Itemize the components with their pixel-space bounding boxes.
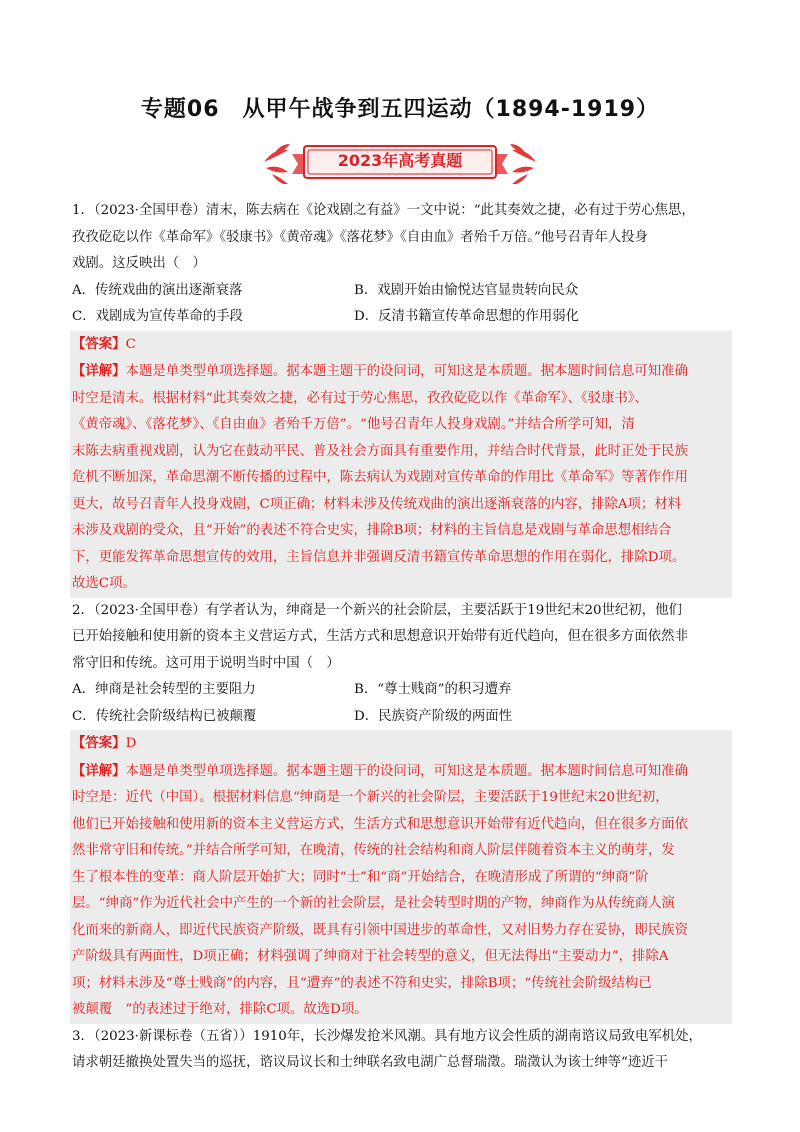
option-a: A．传统戏曲的演出逐渐衰落 (72, 282, 243, 298)
detail-text: 本题是单类型单项选择题。据本题主题干的设问词，可知这是本质题。据本题时间信息可知准确 (125, 763, 688, 779)
answer-block (70, 730, 732, 1024)
answer-line (72, 331, 732, 359)
question-stem-line: 1．（2023·全国甲卷）清末，陈去病在《论戏剧之有益》一文中说：“此其奏效之捷，必有过于劳心焦思， (72, 203, 695, 218)
detail-line: 《黄帝魂》、《落花梦》、《自由血》者殆千万倍”。“他号召青年人投身戏剧。”并结合所学可知，清 (72, 417, 635, 432)
detail-line: 时空是：近代（中国）。根据材料信息“绅商是一个新兴的社会阶层，主要活跃于19世纪末20世纪初， (72, 790, 669, 805)
detail-line: 产阶级具有两面性，D项正确；材料强调了绅商对于社会转型的意义，但无法得出“主要动力”，排除A (72, 949, 669, 964)
detail-line: 更大，故号召青年人投身戏剧，C项正确；材料未涉及传统戏曲的演出逐渐衰落的内容，排除A项；材料 (72, 496, 682, 512)
option-b: B．戏剧开始由愉悦达官显贵转向民众 (354, 282, 579, 298)
detail-line (72, 358, 732, 386)
question-3 (72, 1024, 728, 1077)
detail-line: 未涉及戏剧的受众，且“开始”的表述不符合史实，排除B项；材料的主旨信息是戏剧与革命思想相结合 (72, 523, 672, 538)
option-b: B．“尊士贱商”的积习遭弃 (354, 682, 512, 697)
question-stem-line: 戏剧。这反映出（ ） (72, 256, 206, 271)
detail-line: 生了根本性的变革：商人阶层开始扩大；同时“士”和“商”开始结合，在晚清形成了所谓的“绅商”阶 (72, 869, 649, 885)
detail-text: 本题是单类型单项选择题。据本题主题干的设问词，可知这是本质题。据本题时间信息可知准确 (125, 364, 688, 379)
options-row (72, 704, 728, 731)
option-d: D．民族资产阶级的两面性 (354, 708, 513, 724)
question-stem-line: 3．（2023·新课标卷（五省））1910年，长沙爆发抢米风潮。具有地方议会性质的湖南谘议局致电军机处， (72, 1028, 702, 1044)
question-stem-line: 已开始接触和使用新的资本主义营运方式，生活方式和思想意识开始带有近代趋向，但在很多方面依然非 (72, 629, 688, 644)
detail-line: 项；材料未涉及“尊士贱商”的内容，且“遭弃”的表述不符和史实，排除B项；“传统社会阶级结构已 (72, 975, 652, 991)
question-stem-line: 请求朝廷撤换处置失当的巡抚，谘议局议长和士绅联名致电湖广总督瑞澂。瑞澂认为该士绅等“迹近干 (72, 1055, 669, 1070)
section-banner (258, 140, 542, 184)
question-2 (72, 598, 728, 1024)
answer-block (70, 331, 732, 598)
answer-tag: 【答案】 (72, 335, 126, 352)
option-c: C．戏剧成为宣传革命的手段 (72, 309, 243, 324)
detail-line: 末陈去病重视戏剧，认为它在鼓动平民、普及社会方面具有重要作用，并结合时代背景，此时正处于民族 (72, 443, 688, 459)
detail-line: 层。“绅商”作为近代社会中产生的一个新的社会阶层，是社会转型时期的产物，绅商作为从传统商人演 (72, 896, 675, 911)
question-stem-line: 孜孜矻矻以作《革命军》《驳康书》《黄帝魂》《落花梦》《自由血》者殆千万倍。”他号召青年人投身 (72, 229, 648, 245)
option-a: A．绅商是社会转型的主要阻力 (72, 682, 256, 697)
detail-line: 故选C项。 (72, 576, 136, 591)
answer-line (72, 730, 732, 758)
option-d: D．反清书籍宣传革命思想的作用弱化 (354, 309, 579, 324)
detail-line (72, 758, 732, 786)
questions-content (72, 198, 728, 1077)
page-title: 专题06 从甲午战争到五四运动（1894-1919） (140, 97, 660, 122)
detail-tag: 【详解】 (72, 762, 126, 779)
question-1 (72, 198, 728, 598)
detail-line: 时空是清末。根据材料“此其奏效之捷，必有过于劳心焦思，孜孜矻矻以作《革命军》、《驳康书》、 (72, 390, 648, 406)
options-row (72, 677, 728, 704)
detail-line: 然非常守旧和传统。”并结合所学可知，在晚清，传统的社会结构和商人阶层伴随着资本主义的萌芽，发 (72, 843, 675, 858)
options-row (72, 278, 728, 305)
question-stem-line: 常守旧和传统。这可用于说明当时中国（ ） (72, 655, 340, 671)
detail-line: 危机不断加深，革命思潮不断传播的过程中，陈去病认为戏剧对宣传革命的作用比《革命军》等著作作用 (72, 470, 688, 485)
option-c: C．传统社会阶级结构已被颠覆 (72, 708, 257, 724)
detail-line: 被颠覆 ”的表述过于绝对，排除C项。故选D项。 (72, 1002, 368, 1017)
answer-tag: 【答案】 (72, 735, 126, 751)
banner-label: 2023年高考真题 (337, 151, 463, 170)
answer-value: C (125, 336, 136, 352)
question-stem-line: 2．（2023·全国甲卷）有学者认为，绅商是一个新兴的社会阶层，主要活跃于19世纪末20世纪初，他们 (72, 602, 682, 618)
answer-value: D (125, 736, 137, 751)
detail-line: 化而来的新商人，即近代民族资产阶级，既具有引领中国进步的革命性，又对旧势力存在妥协，即民族资 (72, 922, 688, 938)
detail-tag: 【详解】 (72, 363, 126, 379)
detail-line: 他们已开始接触和使用新的资本主义营运方式，生活方式和思想意识开始带有近代趋向，但在很多方面依 (72, 816, 688, 832)
detail-line: 下，更能发挥革命思想宣传的效用，主旨信息并非强调反清书籍宣传革命思想的作用在弱化，排除D项。 (72, 549, 686, 565)
options-row (72, 304, 728, 331)
